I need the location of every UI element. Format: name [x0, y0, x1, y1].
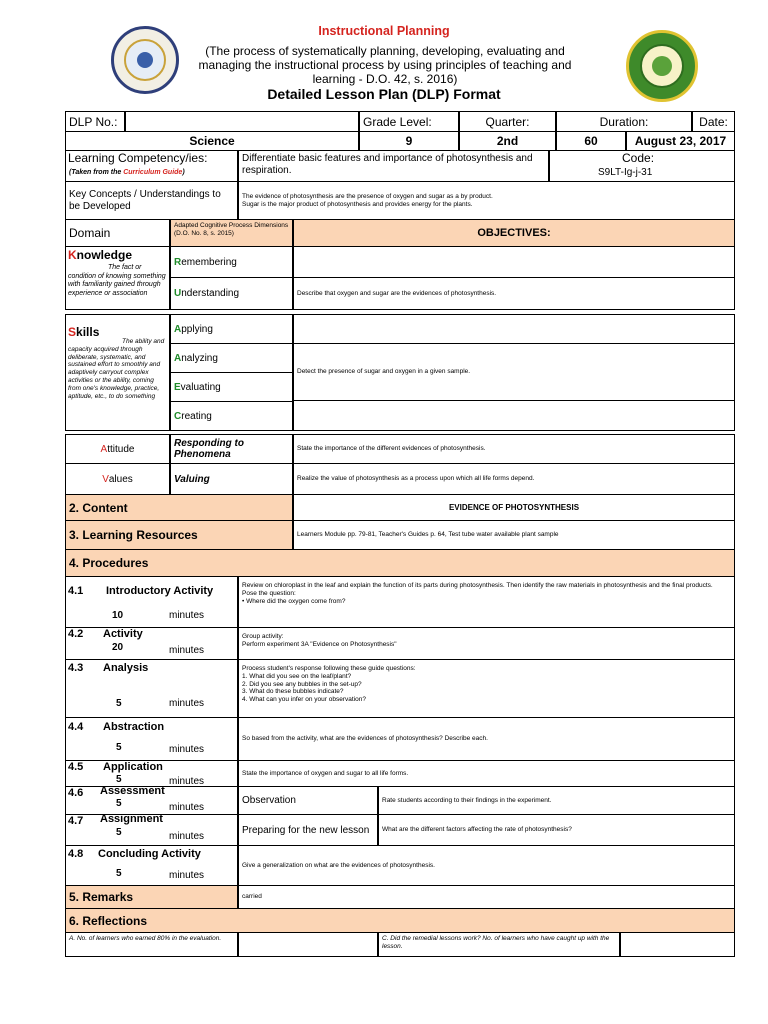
resources-label: 3. Learning Resources [65, 520, 293, 550]
attitude-label: A ttitude [65, 434, 170, 464]
attitude-process: Responding to Phenomena [170, 434, 293, 464]
applying-label: A pplying [170, 314, 293, 344]
skills-domain-cell [65, 314, 170, 431]
dlp-no-label: DLP No.: [65, 111, 125, 132]
skills-desc: The ability and capacity acquired through deliberate, systematic, and sustained effort to smoothly and adaptively carryout complex activities or the ability, coming from one's knowledge, practice, aptitude, etc., to do something [68, 338, 165, 400]
header-subtitle: (The process of systematically planning, developing, evaluating and managing the instructional process by using principles of teaching and learning - D.O. 42, s. 2016) [198, 44, 572, 86]
competency-label: Learning Competency/ies: [68, 151, 208, 165]
knowledge-domain-cell [65, 246, 170, 310]
procedure-assessment-cell: 4.6 Assessment 5 minutes [65, 786, 238, 815]
objectives-header: OBJECTIVES: [293, 219, 735, 247]
domain-label: Domain [65, 219, 170, 247]
code-value: S9LT-Ig-j-31 [598, 167, 653, 178]
values-objective: Realize the value of photosynthesis as a process upon which all life forms depend. [293, 463, 735, 495]
procedure-application-text: State the importance of oxygen and sugar to all life forms. [238, 760, 735, 787]
competency-note: (Taken from the Curriculum Guide) [69, 169, 185, 176]
creating-objective [293, 400, 735, 431]
procedure-concluding-text: Give a generalization on what are the evidences of photosynthesis. [238, 845, 735, 886]
competency-text: Differentiate basic features and importance of photosynthesis and respiration. [238, 150, 549, 182]
procedure-intro-cell: 4.1 Introductory Activity 10 minutes [65, 576, 238, 628]
grade-value: 9 [359, 131, 459, 151]
remembering-label: R emembering [170, 246, 293, 278]
duration-value: 60 [556, 131, 626, 151]
attitude-objective: State the importance of the different evidences of photosynthesis. [293, 434, 735, 464]
date-label: Date: [692, 111, 735, 132]
procedures-header: 4. Procedures [65, 549, 735, 577]
procedure-application-cell: 4.5 Application 5 minutes [65, 760, 238, 787]
remarks-label: 5. Remarks [65, 885, 238, 909]
key-concepts-label: Key Concepts / Understandings to be Developed [65, 181, 238, 220]
reflection-c-label: C. Did the remedial lessons work? No. of learners who have caught up with the lesson. [378, 932, 620, 957]
reflection-a-label: A. No. of learners who earned 80% in the evaluation. [65, 932, 238, 957]
quarter-label: Quarter: [459, 111, 556, 132]
procedure-abstraction-cell: 4.4 Abstraction 5 minutes [65, 717, 238, 761]
deped-seal-icon [626, 30, 698, 102]
grade-level-label: Grade Level: [359, 111, 459, 132]
evaluating-label: E valuating [170, 372, 293, 402]
quarter-value: 2nd [459, 131, 556, 151]
assessment-method: Observation [238, 786, 378, 815]
header-title: Instructional Planning [318, 24, 450, 38]
skills-title: Skills [68, 325, 100, 339]
values-label: V alues [65, 463, 170, 495]
assignment-text: What are the different factors affecting the rate of photosynthesis? [378, 814, 735, 846]
procedure-intro-text: Review on chloroplast in the leaf and explain the function of its parts during photosynthesis. Then identify the raw materials in photosynthesis and the final products. Pose the question: • Where did the oxygen come from? [238, 576, 735, 628]
procedure-analysis-cell: 4.3 Analysis 5 minutes [65, 659, 238, 718]
knowledge-title: Knowledge [68, 248, 133, 262]
values-process: Valuing [170, 463, 293, 495]
code-cell [549, 150, 735, 182]
resources-value: Learners Module pp. 79-81, Teacher's Guides p. 64, Test tube water available plant sample [293, 520, 735, 550]
procedure-activity-text: Group activity: Perform experiment 3A "Evidence on Photosynthesis" [238, 627, 735, 660]
key-concepts-text: The evidence of photosynthesis are the presence of oxygen and sugar as a by product. Sugar is the major product of photosynthesis and provides energy for the plants. [238, 181, 735, 220]
code-label: Code: [622, 151, 655, 165]
process-dimensions-label: Adapted Cognitive Process Dimensions (D.O. No. 8, s. 2015) [170, 219, 293, 247]
reflection-c-value [620, 932, 735, 957]
assignment-method: Preparing for the new lesson [238, 814, 378, 846]
understanding-objective: Describe that oxygen and sugar are the evidences of photosynthesis. [293, 277, 735, 310]
creating-label: C reating [170, 401, 293, 431]
reflections-header: 6. Reflections [65, 908, 735, 933]
content-value: EVIDENCE OF PHOTOSYNTHESIS [293, 494, 735, 521]
procedure-assignment-cell: 4.7 Assignment 5 minutes [65, 814, 238, 846]
analyzing-label: A nalyzing [170, 343, 293, 373]
procedure-concluding-cell: 4.8 Concluding Activity 5 minutes [65, 845, 238, 886]
subject-value: Science [65, 131, 359, 151]
procedure-abstraction-text: So based from the activity, what are the evidences of photosynthesis? Describe each. [238, 717, 735, 761]
procedure-analysis-text: Process student's response following these guide questions: 1. What did you see on the leaf/plant? 2. Did you see any bubbles in the set-up? 3. What do these bubbles indicate? 4. What can you infer on your observation? [238, 659, 735, 718]
page-header [0, 0, 768, 112]
duration-label: Duration: [556, 111, 692, 132]
document-title: Detailed Lesson Plan (DLP) Format [267, 86, 501, 102]
dlp-no-value [125, 111, 359, 132]
knowledge-desc: The fact or condition of knowing something with familiarity gained through experience or association [68, 264, 166, 297]
procedure-activity-cell: 4.2 Activity 20 minutes [65, 627, 238, 660]
lesson-plan-table [66, 112, 736, 958]
date-value: August 23, 2017 [626, 131, 735, 151]
understanding-label: U nderstanding [170, 277, 293, 310]
assessment-text: Rate students according to their findings in the experiment. [378, 786, 735, 815]
applying-objective [293, 314, 735, 344]
curriculum-guide-link: Curriculum Guide [123, 169, 183, 176]
remarks-value: carried [238, 885, 735, 909]
analyzing-objective: Detect the presence of sugar and oxygen in a given sample. [293, 343, 735, 401]
competency-label-cell [65, 150, 238, 182]
content-label: 2. Content [65, 494, 293, 521]
remembering-objective [293, 246, 735, 278]
reflection-a-value [238, 932, 378, 957]
